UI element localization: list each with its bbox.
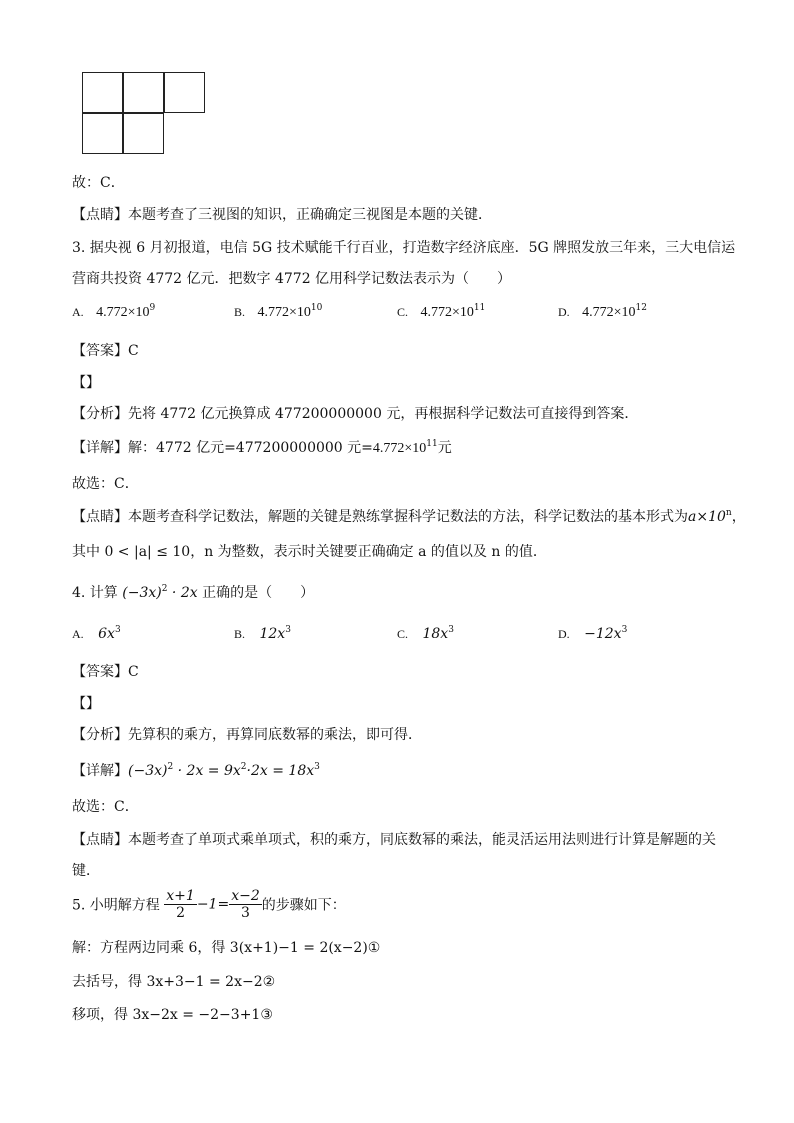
- q4-option-d: [558, 626, 627, 642]
- option-value: 6x: [98, 626, 115, 642]
- figure-cell: [82, 72, 123, 113]
- detail-prefix: 【详解】解：4772 亿元=477200000000 元=: [72, 440, 373, 456]
- q3-comment-line2: 其中 0 < |a| ≤ 10，n 为整数，表示时关键要正确确定 a 的值以及 n 的值．: [72, 544, 547, 560]
- q5-stem: [72, 888, 346, 921]
- option-exponent: 3: [285, 625, 291, 635]
- q5-step3: 移项，得 3x−2x = −2−3+1③: [72, 1007, 273, 1023]
- q4-choose: 故选：C．: [72, 799, 139, 815]
- q4-answer: 【答案】C: [72, 664, 139, 680]
- q2-comment: 【点睛】本题考查了三视图的知识，正确确定三视图是本题的关键．: [72, 207, 492, 223]
- fraction-denominator: 2: [176, 905, 185, 921]
- q3-answer: 【答案】C: [72, 343, 139, 359]
- fraction-denominator: 3: [241, 905, 250, 921]
- q4-option-b: [234, 626, 291, 642]
- stem-operator: −1=: [196, 896, 230, 913]
- q4-detail: [72, 760, 320, 780]
- stem-suffix: 的步骤如下：: [261, 897, 346, 914]
- option-value: 12x: [259, 626, 286, 642]
- q3-choose: 故选：C．: [72, 476, 139, 492]
- option-label: A.: [72, 305, 84, 319]
- option-exponent: 3: [448, 625, 454, 635]
- q3-option-c: [397, 304, 485, 321]
- option-label: C.: [397, 305, 409, 319]
- three-view-figure: [82, 72, 206, 156]
- option-exponent: 11: [473, 303, 486, 313]
- q3-stem-line1: 3. 据央视 6 月初报道，电信 5G 技术赋能千行百业，打造数字经济底座．5G 牌照发放三年来，三大电信运: [72, 240, 736, 256]
- comment-formula: a×10: [688, 509, 726, 525]
- option-label: C.: [397, 627, 409, 641]
- stem-exponent: 2: [161, 584, 168, 594]
- q4-comment-line2: 键．: [72, 863, 100, 879]
- detail-prefix: 【详解】: [72, 763, 128, 779]
- option-label: D.: [558, 305, 570, 319]
- comment-punct: ，: [731, 509, 746, 525]
- option-exponent: 3: [621, 625, 628, 635]
- q4-comment-line1: 【点睛】本题考查了单项式乘单项式，积的乘方，同底数幂的乘法，能灵活运用法则进行计算是解题的关: [72, 832, 716, 848]
- q3-bracket: 【】: [72, 375, 100, 391]
- option-exponent: 9: [149, 303, 156, 313]
- q3-option-a: [72, 304, 155, 321]
- q5-step2: 去括号，得 3x+3−1 = 2x−2②: [72, 974, 276, 990]
- option-value: −12x: [584, 626, 622, 642]
- comment-text: 【点睛】本题考查科学记数法，解题的关键是熟练掌握科学记数法的方法，科学记数法的基本形式为: [72, 509, 688, 525]
- detail-exponent: 2: [167, 762, 174, 772]
- q4-bracket: 【】: [72, 696, 100, 712]
- q2-answer-line: 故：C．: [72, 175, 125, 191]
- fraction-numerator: x−2: [231, 888, 260, 904]
- stem-multiplier: · 2x: [171, 585, 198, 601]
- detail-exponent: 11: [426, 439, 438, 449]
- stem-expression: (−3x): [122, 585, 162, 601]
- comment-exponent: n: [725, 508, 732, 518]
- figure-cell: [164, 72, 205, 113]
- option-exponent: 10: [310, 303, 323, 313]
- detail-value: 4.772×10: [372, 441, 427, 456]
- q3-comment-line1: [72, 506, 746, 526]
- q4-analysis: 【分析】先算积的乘方，再算同底数幂的乘法，即可得．: [72, 727, 422, 743]
- option-value: 4.772×10: [582, 305, 636, 320]
- option-value: 4.772×10: [420, 305, 474, 320]
- q3-detail: [72, 437, 452, 457]
- q4-option-c: [397, 626, 454, 642]
- stem-suffix: 正确的是（ ）: [197, 585, 315, 601]
- stem-prefix: 4. 计算: [72, 585, 118, 601]
- stem-prefix: 5. 小明解方程: [72, 897, 160, 914]
- q3-option-b: [234, 304, 322, 321]
- figure-cell: [123, 72, 164, 113]
- option-value: 18x: [422, 626, 449, 642]
- detail-exponent: 3: [314, 762, 320, 772]
- figure-cell: [123, 113, 164, 154]
- option-value: 4.772×10: [96, 305, 150, 320]
- option-exponent: 3: [114, 625, 121, 635]
- detail-step: · 2x = 9x: [177, 763, 241, 779]
- option-label: D.: [558, 627, 570, 641]
- detail-exponent: 2: [240, 762, 247, 772]
- option-label: B.: [234, 627, 246, 641]
- figure-cell: [82, 113, 123, 154]
- q5-step1: 解：方程两边同乘 6，得 3(x+1)−1 = 2(x−2)①: [72, 940, 381, 956]
- option-label: B.: [234, 305, 246, 319]
- q3-option-d: [558, 304, 647, 321]
- fraction-numerator: x+1: [166, 888, 195, 904]
- detail-suffix: 元: [437, 440, 452, 456]
- q4-option-a: [72, 626, 121, 642]
- option-value: 4.772×10: [257, 305, 311, 320]
- fraction-right: [229, 888, 262, 921]
- detail-expression: (−3x): [128, 763, 168, 779]
- q4-stem: [72, 582, 314, 602]
- option-exponent: 12: [635, 303, 647, 313]
- detail-result: ·2x = 18x: [246, 763, 315, 779]
- q3-analysis: 【分析】先将 4772 亿元换算成 477200000000 元，再根据科学记数法可直接得到答案．: [72, 406, 639, 422]
- fraction-left: [164, 888, 197, 921]
- option-label: A.: [72, 627, 84, 641]
- q3-stem-line2: 营商共投资 4772 亿元．把数字 4772 亿用科学记数法表示为（ ）: [72, 271, 512, 287]
